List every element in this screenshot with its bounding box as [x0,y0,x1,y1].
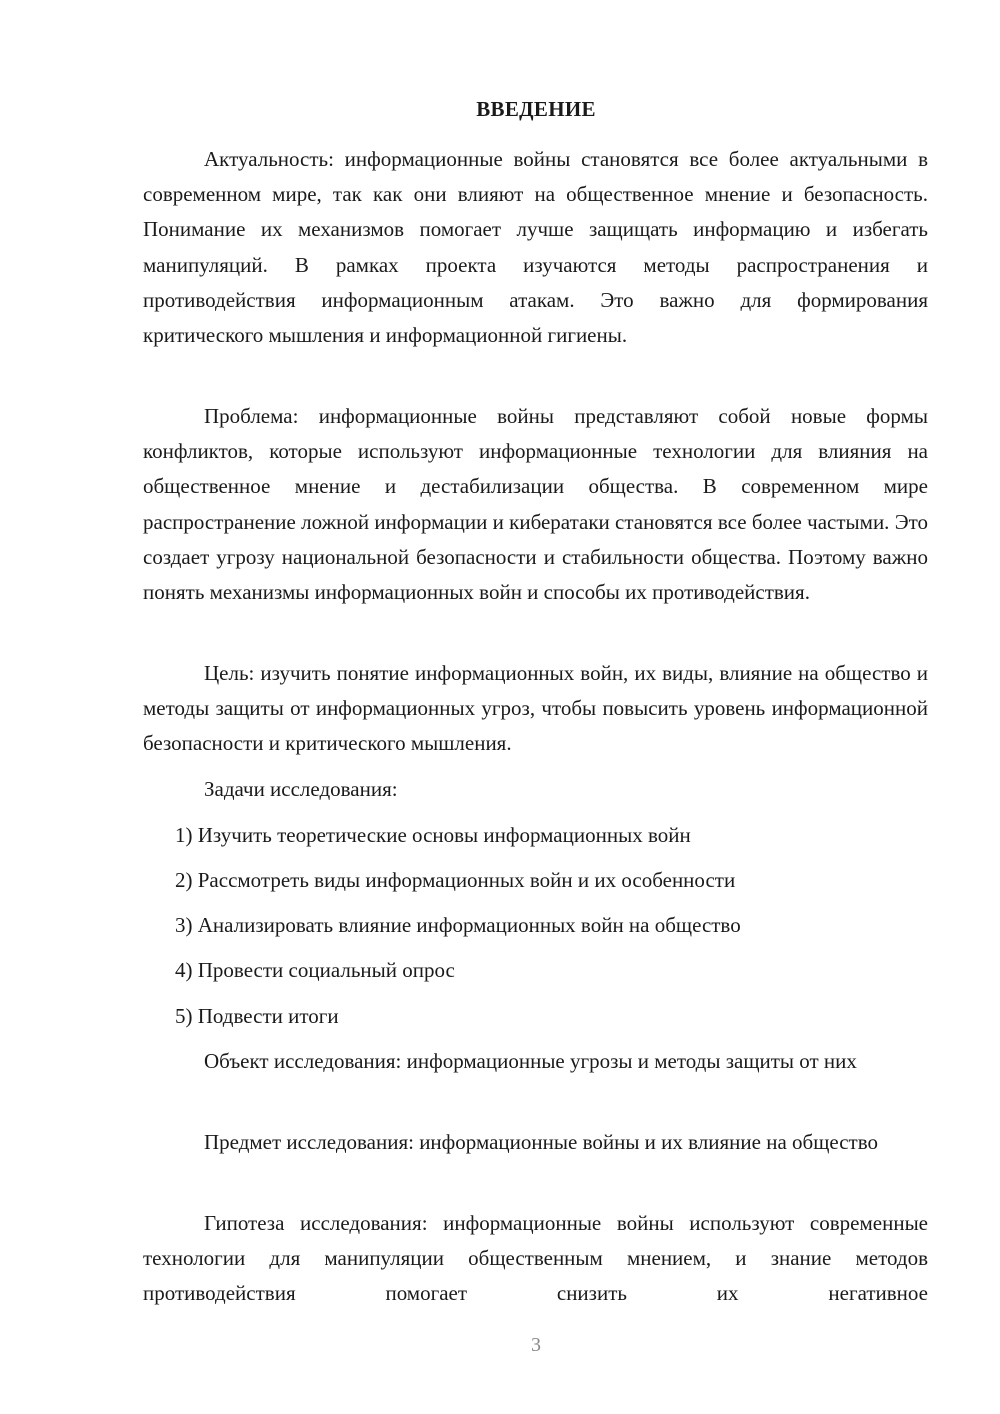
tasks-heading: Задачи исследования: [204,777,398,801]
task-item-5: 5) Подвести итоги [175,1004,339,1028]
paragraph-goal: Цель: изучить понятие информационных войн, их виды, влияние на общество и методы защиты от информационных угроз, чтобы повысить уровень информационной безопасности и критического мышления. [143,661,928,756]
paragraph-hypothesis: Гипотеза исследования: информационные войны используют современные технологии для манипуляции общественным мнением, и знание методов противодействия помогает снизить их негативное [143,1211,928,1306]
page-title: ВВЕДЕНИЕ [476,97,596,121]
task-item-3: 3) Анализировать влияние информационных войн на общество [175,913,741,937]
page-number: 3 [531,1334,541,1356]
task-item-2: 2) Рассмотреть виды информационных войн и их особенности [175,868,736,892]
task-item-1: 1) Изучить теоретические основы информационных войн [175,823,691,847]
task-item-4: 4) Провести социальный опрос [175,958,455,982]
paragraph-object: Объект исследования: информационные угрозы и методы защиты от них [204,1049,857,1073]
paragraph-relevance: Актуальность: информационные войны становятся все более актуальными в современном мире, так как они влияют на общественное мнение и безопасность. Понимание их механизмов помогает лучше защищать информацию и избегать манипуляций. В рамках проекта изучаются методы распространения и противодействия информационным атакам. Это важно для формирования критического мышления и информационной гигиены. [143,147,928,348]
paragraph-subject: Предмет исследования: информационные войны и их влияние на общество [204,1130,878,1154]
paragraph-problem: Проблема: информационные войны представляют собой новые формы конфликтов, которые используют информационные технологии для влияния на общественное мнение и дестабилизации общества. В современном мире распространение ложной информации и кибератаки становятся все более частыми. Это создает угрозу национальной безопасности и стабильности общества. Поэтому важно понять механизмы информационных войн и способы их противодействия. [143,404,928,605]
